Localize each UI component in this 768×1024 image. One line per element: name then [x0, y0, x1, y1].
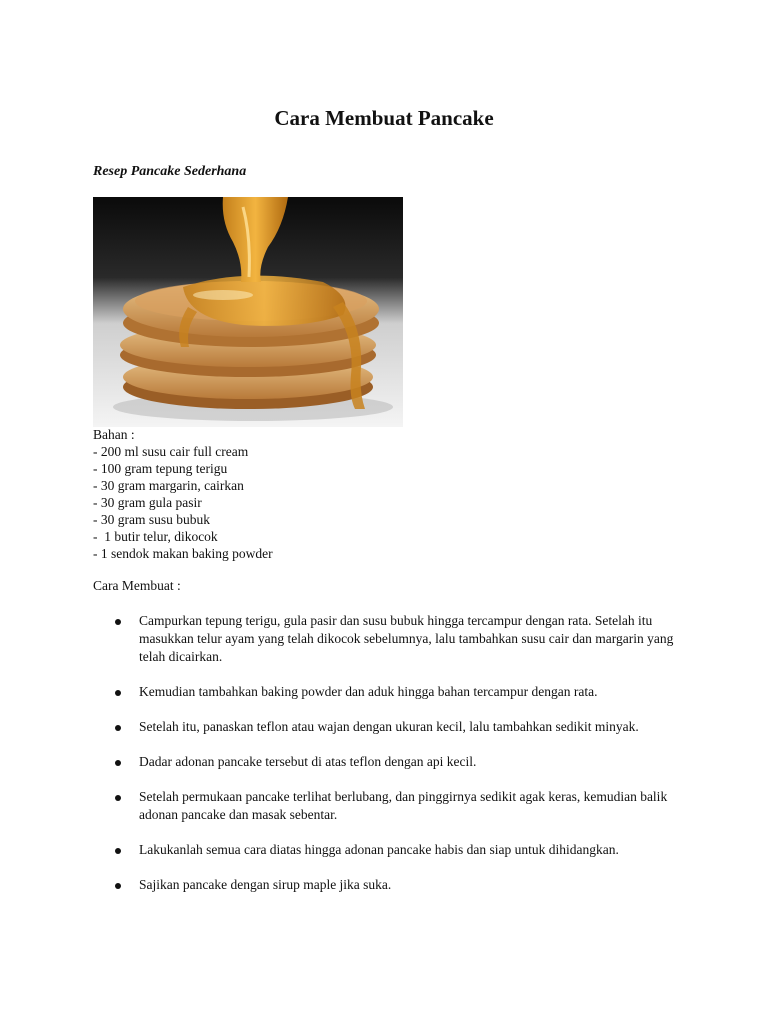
step-text: Setelah permukaan pancake terlihat berlubang, dan pinggirnya sedikit agak keras, kemudian balik adonan pancake dan masak sebentar.	[139, 789, 668, 822]
step-item	[93, 718, 683, 736]
step-item	[93, 612, 683, 666]
ingredient-item: - 100 gram tepung terigu	[93, 461, 228, 476]
step-item	[93, 788, 683, 824]
step-text: Dadar adonan pancake tersebut di atas teflon dengan api kecil.	[139, 754, 477, 769]
ingredient-item: - 1 sendok makan baking powder	[93, 546, 273, 561]
steps-list	[93, 612, 683, 911]
method-label: Cara Membuat :	[93, 578, 181, 593]
step-text: Sajikan pancake dengan sirup maple jika suka.	[139, 877, 392, 892]
bullet-icon	[115, 883, 121, 889]
bullet-icon	[115, 690, 121, 696]
step-text: Kemudian tambahkan baking powder dan aduk hingga bahan tercampur dengan rata.	[139, 684, 598, 699]
ingredient-item: - 200 ml susu cair full cream	[93, 444, 249, 459]
page-title: Cara Membuat Pancake	[274, 106, 494, 130]
bullet-icon	[115, 725, 121, 731]
bullet-icon	[115, 619, 121, 625]
bullet-icon	[115, 760, 121, 766]
step-item	[93, 753, 683, 771]
ingredients-label: Bahan :	[93, 427, 135, 442]
step-text: Setelah itu, panaskan teflon atau wajan dengan ukuran kecil, lalu tambahkan sedikit minyak.	[139, 719, 639, 734]
ingredient-item: - 30 gram susu bubuk	[93, 512, 210, 527]
bullet-icon	[115, 848, 121, 854]
ingredient-item: - 30 gram gula pasir	[93, 495, 202, 510]
bullet-icon	[115, 795, 121, 801]
step-text: Lakukanlah semua cara diatas hingga adonan pancake habis dan siap untuk dihidangkan.	[139, 842, 619, 857]
step-item	[93, 683, 683, 701]
ingredients-list	[93, 426, 273, 562]
step-item	[93, 841, 683, 859]
step-item	[93, 876, 683, 894]
ingredient-item: - 30 gram margarin, cairkan	[93, 478, 244, 493]
step-text: Campurkan tepung terigu, gula pasir dan susu bubuk hingga tercampur dengan rata. Setelah itu masukkan telur ayam yang telah dikocok sebelumnya, lalu tambahkan susu cair dan margarin yang telah dicairkan.	[139, 613, 674, 664]
ingredient-item: - 1 butir telur, dikocok	[93, 529, 218, 544]
pancake-photo	[93, 197, 403, 427]
recipe-subtitle: Resep Pancake Sederhana	[93, 164, 247, 179]
